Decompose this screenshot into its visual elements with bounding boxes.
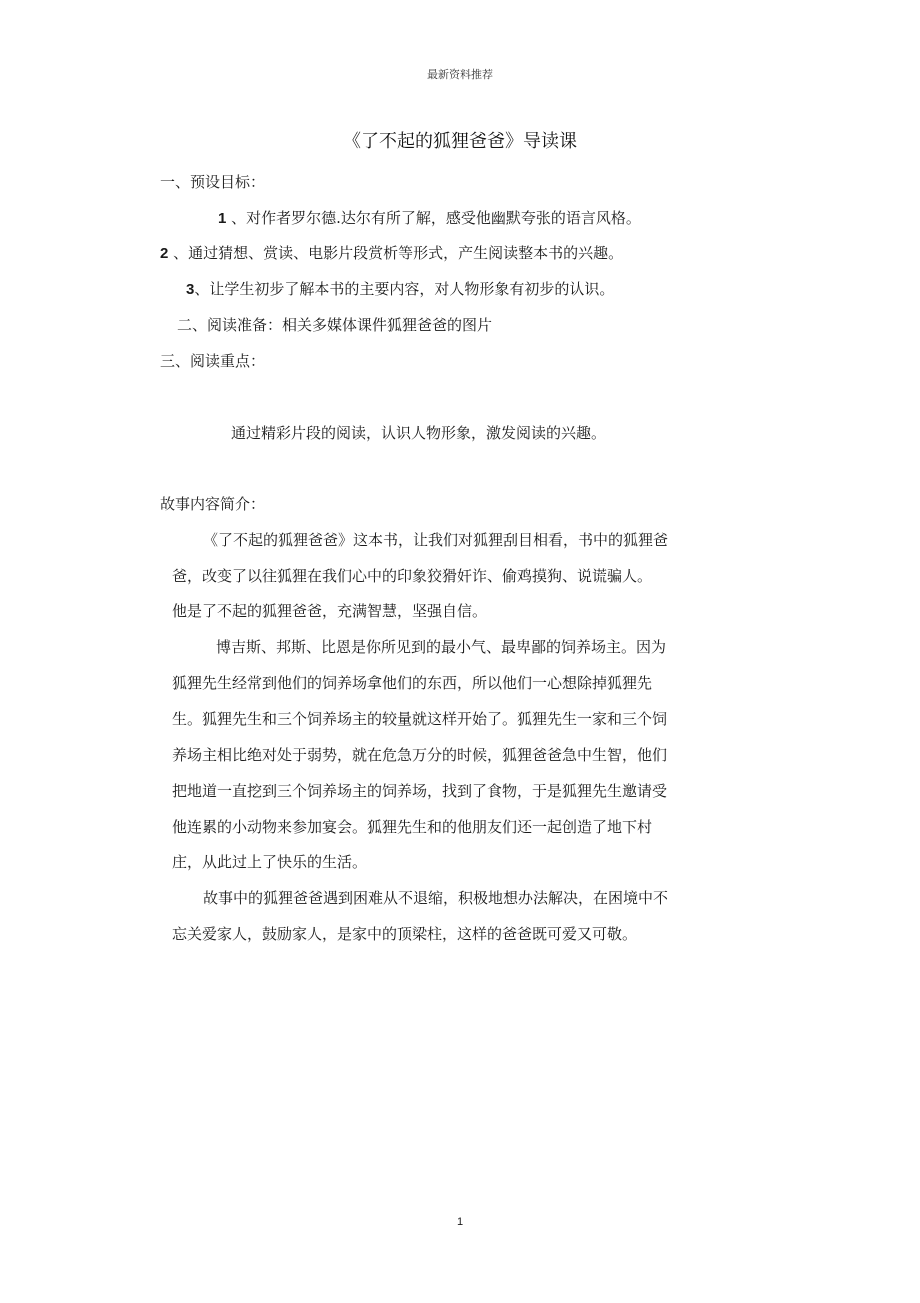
goal-number: 1 <box>218 210 227 227</box>
reading-focus: 通过精彩片段的阅读，认识人物形象，激发阅读的兴趣。 <box>231 424 607 442</box>
document-title: 《了不起的狐狸爸爸》导读课 <box>343 131 577 152</box>
page-number: 1 <box>456 1216 464 1228</box>
summary-line: 他是了不起的狐狸爸爸，充满智慧，坚强自信。 <box>172 602 488 620</box>
summary-line: 把地道一直挖到三个饲养场主的饲养场，找到了食物，于是狐狸先生邀请受 <box>172 782 668 800</box>
summary-line: 他连累的小动物来参加宴会。狐狸先生和的他朋友们还一起创造了地下村 <box>172 818 653 836</box>
summary-heading: 故事内容简介： <box>160 495 266 513</box>
goal-item-1 <box>218 208 641 229</box>
goal-number: 3 <box>186 281 195 298</box>
goal-item-3 <box>186 279 614 300</box>
summary-line: 生。狐狸先生和三个饲养场主的较量就这样开始了。狐狸先生一家和三个饲 <box>172 710 668 728</box>
summary-line: 狐狸先生经常到他们的饲养场拿他们的东西，所以他们一心想除掉狐狸先 <box>172 674 653 692</box>
goal-text: 、对作者罗尔德.达尔有所了解，感受他幽默夸张的语言风格。 <box>226 209 641 227</box>
summary-line: 养场主相比绝对处于弱势，就在危急万分的时候，狐狸爸爸急中生智，他们 <box>172 746 668 764</box>
section2-text: 二、阅读准备：相关多媒体课件狐狸爸爸的图片 <box>177 316 493 334</box>
summary-line: 故事中的狐狸爸爸遇到困难从不退缩，积极地想办法解决，在困境中不 <box>203 889 669 907</box>
section1-heading: 一、预设目标： <box>160 173 266 191</box>
goal-text: 、通过猜想、赏读、电影片段赏析等形式，产生阅读整本书的兴趣。 <box>168 244 624 262</box>
summary-line: 忘关爱家人，鼓励家人，是家中的顶梁柱，这样的爸爸既可爱又可敬。 <box>172 925 638 943</box>
section3-heading: 三、阅读重点： <box>160 352 266 370</box>
summary-line: 庄，从此过上了快乐的生活。 <box>172 853 368 871</box>
goal-text: 、让学生初步了解本书的主要内容，对人物形象有初步的认识。 <box>194 280 615 298</box>
summary-line: 博吉斯、邦斯、比恩是你所见到的最小气、最卑鄙的饲养场主。因为 <box>216 638 667 656</box>
page-header: 最新资料推荐 <box>427 68 493 81</box>
goal-number: 2 <box>160 245 169 262</box>
summary-line: 爸，改变了以往狐狸在我们心中的印象狡猾奸诈、偷鸡摸狗、说谎骗人。 <box>172 567 653 585</box>
goal-item-2 <box>160 243 623 264</box>
summary-line: 《了不起的狐狸爸爸》这本书，让我们对狐狸刮目相看，书中的狐狸爸 <box>203 531 669 549</box>
